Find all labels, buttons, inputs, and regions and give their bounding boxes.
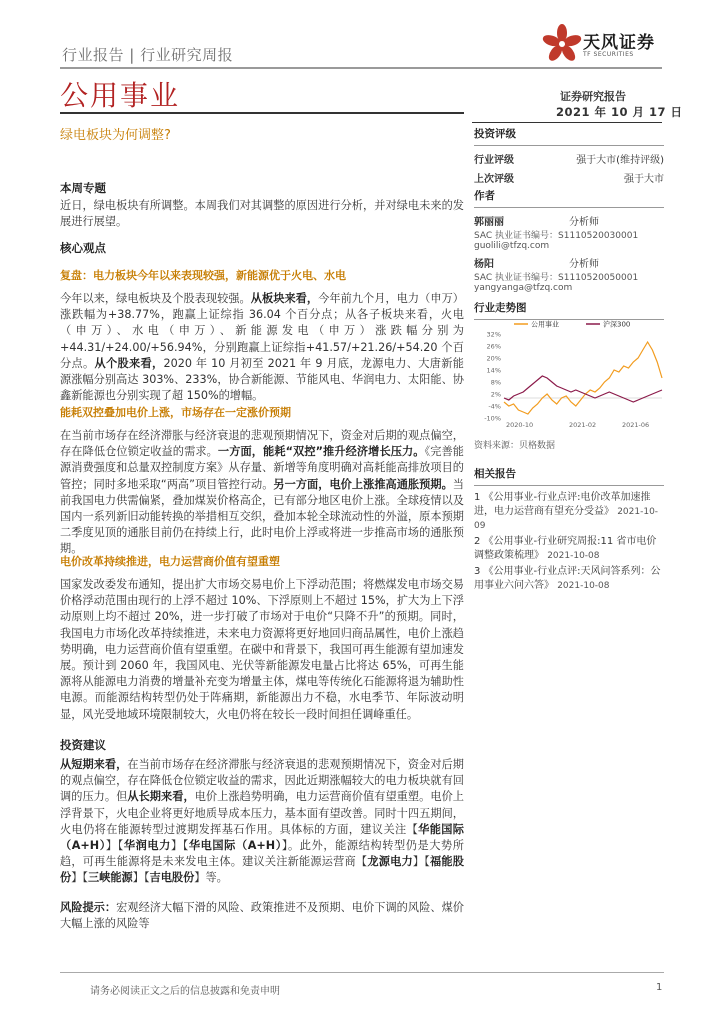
- report-subtitle: 绿电板块为何调整?: [60, 128, 171, 143]
- subheading-review: 复盘：电力板块今年以来表现较强，新能源优于火电、水电: [60, 269, 346, 282]
- report-date: 2021 年 10 月 17 日: [556, 105, 683, 119]
- trend-title: 行业走势图: [474, 302, 527, 314]
- legend-label: 沪深300: [603, 320, 631, 329]
- y-tick-label: -10%: [484, 414, 501, 423]
- rating-divider: [474, 145, 664, 146]
- trend-chart: [474, 318, 664, 430]
- page-number: 1: [656, 982, 663, 993]
- right-divider: [472, 122, 662, 123]
- y-tick-label: 32%: [486, 330, 501, 339]
- y-tick-label: 2%: [490, 390, 501, 399]
- related-title: 相关报告: [474, 468, 516, 480]
- author-card: 郭丽丽 分析师 SAC 执业证书编号：S1110520030001 guolili@tfzq.com: [474, 217, 639, 251]
- y-tick-label: 26%: [486, 342, 501, 351]
- author-title: 作者: [474, 190, 495, 202]
- y-tick-label: -4%: [488, 402, 501, 411]
- author-divider: [474, 207, 664, 208]
- topic-paragraph: 近日，绿电板块有所调整。本周我们对其调整的原因进行分析，并对绿电未来的发展进行展望。: [60, 199, 464, 229]
- rating-section: [474, 126, 664, 185]
- related-section: [474, 466, 664, 593]
- author-section: [474, 188, 664, 293]
- rating-title: 投资评级: [474, 128, 516, 140]
- series-line-utilities: [504, 342, 662, 414]
- logo-text: 天风证券: [583, 33, 655, 53]
- paragraph-risk: 风险提示：宏观经济大幅下滑的风险、政策推进不及预期、电价下调的风险、煤价大幅上涨的风险等: [60, 901, 464, 931]
- right-report-type: 证券研究报告: [560, 90, 626, 103]
- related-item[interactable]: 3 《公用事业-行业点评:天风问答系列：公用事业六问六答》 2021-10-08: [474, 566, 661, 591]
- x-tick-label: 2021-02: [569, 421, 597, 429]
- section-topic-title: 本周专题: [60, 181, 106, 195]
- legend-label: 公用事业: [531, 320, 559, 329]
- section-core-title: 核心观点: [60, 241, 106, 255]
- footer-disclaimer: 请务必阅读正文之后的信息披露和免责申明: [90, 986, 280, 997]
- chart-source: 资料来源：贝格数据: [474, 441, 556, 451]
- author-card: 杨阳 分析师 SAC 执业证书编号：S1110520050001 yangyanga@tfzq.com: [474, 259, 639, 293]
- y-tick-label: 8%: [490, 378, 501, 387]
- industry-title: 公用事业: [60, 79, 181, 112]
- y-tick-label: 20%: [486, 354, 501, 363]
- trend-section: [474, 300, 664, 320]
- related-divider: [474, 485, 664, 486]
- related-item[interactable]: 1 《公用事业-行业点评:电价改革加速推进，电力运营商有望充分受益》 2021-10-09: [474, 492, 659, 531]
- paragraph-energy-control: 在当前市场存在经济滞胀与经济衰退的悲观预期情况下，资金对后期的观点偏空，存在降低仓位锁定收益的需求。一方面，能耗“双控”推升经济增长压力。《完善能源消费强度和总量双控制度方案》从存量、新增等角度明确对高耗能高排放项目的管控；同时多地采取“两高”项目管控行动。另一方面，电价上涨推高通胀预期。当前我国电力供需偏紧，叠加煤炭价格高企，已有部分地区电价上涨。全球疫情以及国内一系列新旧动能转换的举措相互交织，叠加本轮全球流动性的外溢，原本预期二季度见顶的通胀目前仍在持续上行，此时电价上浮或将进一步推高市场的通胀预期。: [60, 429, 464, 556]
- logo-english: TF SECURITIES: [583, 51, 634, 58]
- header-divider: [60, 67, 662, 69]
- x-tick-label: 2021-06: [622, 421, 650, 429]
- rating-row-previous: 上次评级 强于大市: [474, 174, 664, 185]
- rating-row-current: 行业评级 强于大市(维持评级): [474, 155, 664, 166]
- paragraph-invest: 从短期来看，在当前市场存在经济滞胀与经济衰退的悲观预期情况下，资金对后期的观点偏空，存在降低仓位锁定收益的需求，因此近期涨幅较大的电力板块就有回调的压力。但从长期来看，电价上涨趋势明确，电力运营商价值有望重塑。电价上浮背景下，火电企业将更好地质导成本压力，基本面有望改善。同时十四五期间，火电仍将在能源转型过渡期发挥基石作用。具体标的方面，建议关注【华能国际（A+H）】【华润电力】【华电国际（A+H）】。此外，能源结构转型仍是大势所趋，可再生能源将是未来发电主体。建议关注新能源运营商【龙源电力】【福能股份】【三峡能源】【吉电股份】等。: [60, 758, 464, 885]
- section-invest-title: 投资建议: [60, 738, 106, 752]
- x-tick-label: 2020-10: [506, 421, 534, 429]
- related-item[interactable]: 2 《公用事业-行业研究周报:11 省市电价调整政策梳理》 2021-10-08: [474, 536, 657, 561]
- footer-divider: [60, 972, 664, 973]
- subheading-price-reform: 电价改革持续推进，电力运营商价值有望重塑: [60, 555, 280, 568]
- paragraph-price-reform: 国家发改委发布通知，提出扩大市场交易电价上下浮动范围；将燃煤发电市场交易价格浮动范围由现行的上浮不超过 10%、下浮原则上不超过 15%，扩大为上下浮动原则上均不超过 20%，进一步打破了市场对于电价“只降不升”的预期。同时，我国电力市场化改革持续推进，未来电力资源将更好地回归商品属性，电价上涨趋势明确，电力运营商价值有望重塑。在碳中和背景下，我国可再生能源有望加速发展。预计到 2060 年，我国风电、光伏等新能源发电量占比将达 65%，可再生能源将从能源电力消费的增量补充变为增量主体，煤电等传统化石能源将退为辅助性电源。而能源结构转型仍处于阵痛期，新能源出力不稳，水电季节、年际波动明显，风光受地域环境限制较大，火电仍将在较长一段时间担任调峰重任。: [60, 578, 464, 721]
- y-tick-label: 14%: [486, 366, 501, 375]
- title-divider: [60, 112, 464, 114]
- subheading-energy-control: 能耗双控叠加电价上涨，市场存在一定涨价预期: [60, 406, 291, 419]
- report-type: 行业报告 | 行业研究周报: [62, 46, 234, 64]
- paragraph-review: 今年以来，绿电板块及个股表现较强。从板块来看，今年前九个月，电力（申万）涨跌幅为+38.77%，跑赢上证综指 36.04 个百分点；从各子板块来看，火电（申万）、水电（申万）、新能源发电（申万）涨跌幅分别为+44.31/+24.00/+56.94%，分别跑赢上证综指+41.57/+21.26/+54.20 个百分点。从个股来看，2020 年 10 月初至 2021 年 9 月底，龙源电力、大唐新能源涨幅分别高达 303%、233%，协合新能源、节能风电、华润电力、太阳能、协鑫新能源也分别实现了超 150%的增幅。: [60, 292, 464, 403]
